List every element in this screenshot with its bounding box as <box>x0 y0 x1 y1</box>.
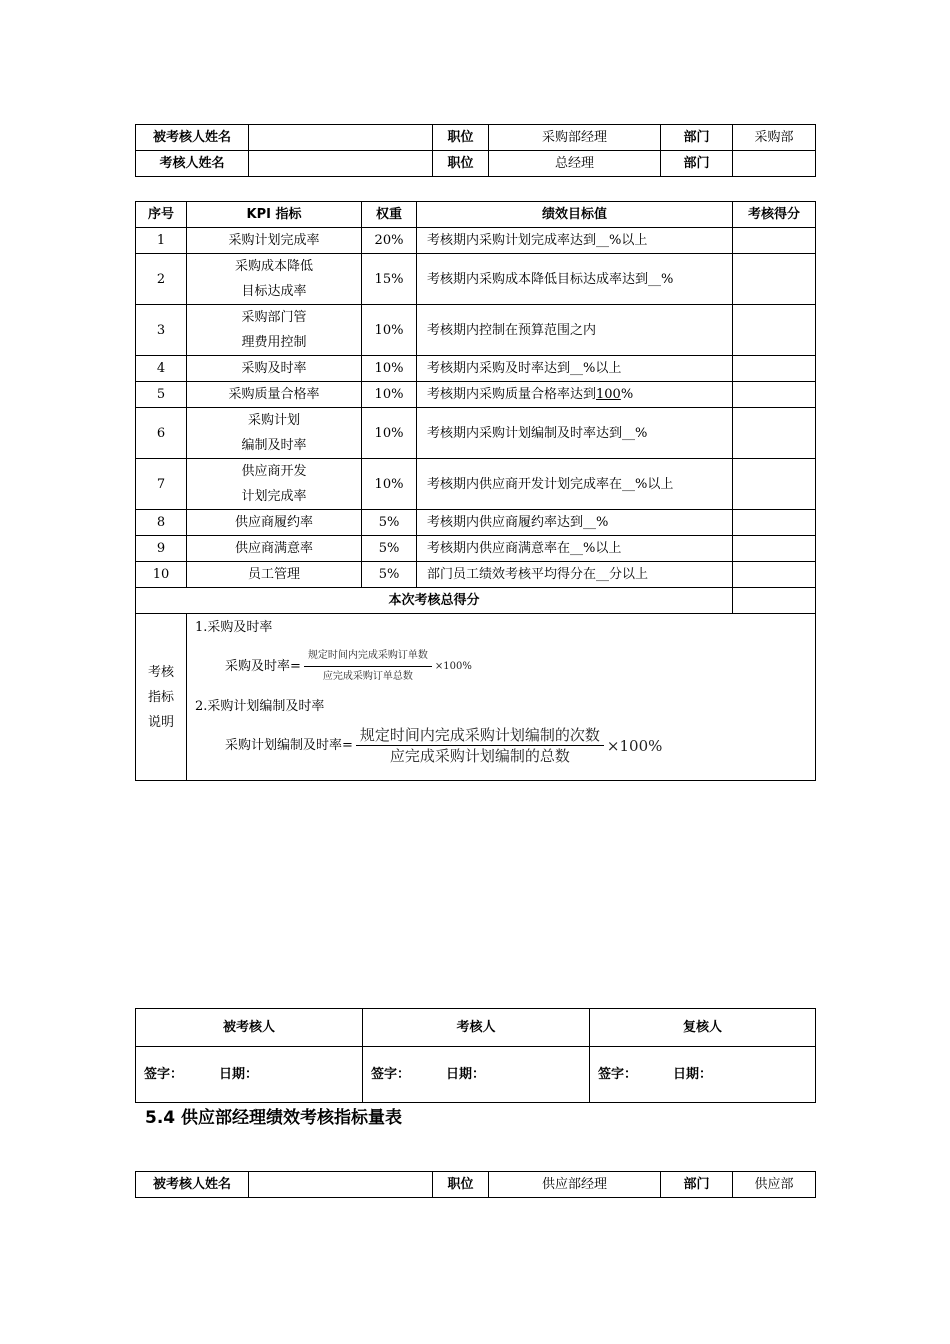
assessee-header: 被考核人 <box>136 1009 363 1047</box>
assessor-name-label: 考核人姓名 <box>136 151 249 177</box>
info-row <box>136 125 816 151</box>
row-no: 3 <box>136 305 187 356</box>
formula-1-multiplier: ×100% <box>434 660 472 672</box>
kpi-header-row <box>136 202 816 228</box>
description-side-label <box>136 614 187 781</box>
department-label: 部门 <box>661 1172 733 1198</box>
formula-1-title: 1.采购及时率 <box>195 620 273 635</box>
department-label: 部门 <box>661 125 733 151</box>
formula-2 <box>225 725 807 766</box>
assessee-name-value <box>249 1172 433 1198</box>
header-no: 序号 <box>136 202 187 228</box>
row-weight: 10% <box>362 408 417 459</box>
row-kpi <box>187 408 362 459</box>
row-score <box>733 510 816 536</box>
signature-row <box>136 1047 816 1103</box>
table-row <box>136 228 816 254</box>
department-value: 供应部 <box>733 1172 816 1198</box>
row-score <box>733 356 816 382</box>
table-row <box>136 510 816 536</box>
assessee-name-label: 被考核人姓名 <box>136 1172 249 1198</box>
header-kpi: KPI 指标 <box>187 202 362 228</box>
info-row <box>136 151 816 177</box>
total-row <box>136 588 816 614</box>
position-label: 职位 <box>433 1172 489 1198</box>
table-row <box>136 459 816 510</box>
row-weight: 10% <box>362 305 417 356</box>
row-kpi <box>187 254 362 305</box>
table-row <box>136 562 816 588</box>
date-label: 日期： <box>673 1067 713 1082</box>
side-line: 考核 <box>147 664 174 680</box>
formula-1-denominator: 应完成采购订单总数 <box>322 671 413 682</box>
row-weight: 15% <box>362 254 417 305</box>
department-label: 部门 <box>661 151 733 177</box>
assessee-name-value <box>249 125 433 151</box>
target-text-end: % <box>620 387 634 402</box>
table-row <box>136 408 816 459</box>
formula-1-numerator: 规定时间内完成采购订单数 <box>304 646 432 667</box>
row-score <box>733 459 816 510</box>
info-row <box>136 1172 816 1198</box>
row-no: 5 <box>136 382 187 408</box>
total-score-label: 本次考核总得分 <box>136 588 733 614</box>
table-row <box>136 536 816 562</box>
signature-table <box>135 1008 816 1103</box>
row-weight: 5% <box>362 510 417 536</box>
position-label: 职位 <box>433 151 489 177</box>
row-kpi <box>187 459 362 510</box>
row-no: 6 <box>136 408 187 459</box>
kpi-line: 供应商开发 <box>241 464 307 479</box>
sign-label: 签字： <box>598 1067 638 1082</box>
row-target <box>417 382 733 408</box>
row-score <box>733 562 816 588</box>
row-target: 考核期内采购计划完成率达到__%以上 <box>417 228 733 254</box>
total-score-value <box>733 588 816 614</box>
signature-header-row <box>136 1009 816 1047</box>
row-score <box>733 305 816 356</box>
formula-2-numerator: 规定时间内完成采购计划编制的次数 <box>356 725 604 746</box>
row-target: 部门员工绩效考核平均得分在__分以上 <box>417 562 733 588</box>
row-kpi: 采购质量合格率 <box>187 382 362 408</box>
row-kpi: 员工管理 <box>187 562 362 588</box>
table-row <box>136 305 816 356</box>
row-target: 考核期内供应商满意率在__%以上 <box>417 536 733 562</box>
department-value: 采购部 <box>733 125 816 151</box>
row-target: 考核期内控制在预算范围之内 <box>417 305 733 356</box>
kpi-line: 编制及时率 <box>241 438 307 453</box>
row-score <box>733 382 816 408</box>
position-value: 采购部经理 <box>489 125 661 151</box>
date-label: 日期： <box>446 1067 486 1082</box>
row-score <box>733 536 816 562</box>
assessee-name-label: 被考核人姓名 <box>136 125 249 151</box>
formula-1-fraction <box>304 646 432 687</box>
row-weight: 10% <box>362 459 417 510</box>
row-kpi: 采购及时率 <box>187 356 362 382</box>
formula-2-fraction <box>356 725 604 766</box>
row-no: 9 <box>136 536 187 562</box>
formula-2-lhs: 采购计划编制及时率= <box>225 737 353 753</box>
side-line: 说明 <box>147 714 174 730</box>
row-target: 考核期内供应商开发计划完成率在__%以上 <box>417 459 733 510</box>
row-weight: 5% <box>362 562 417 588</box>
row-target: 考核期内采购及时率达到__%以上 <box>417 356 733 382</box>
formula-2-multiplier: ×100% <box>606 736 663 755</box>
position-value: 供应部经理 <box>489 1172 661 1198</box>
table-row <box>136 356 816 382</box>
table-row <box>136 382 816 408</box>
row-kpi: 供应商满意率 <box>187 536 362 562</box>
reviewer-header: 复核人 <box>590 1009 816 1047</box>
header-weight: 权重 <box>362 202 417 228</box>
date-label: 日期： <box>219 1067 259 1082</box>
row-kpi <box>187 305 362 356</box>
kpi-line: 采购成本降低 <box>234 259 313 274</box>
row-weight: 10% <box>362 356 417 382</box>
row-score <box>733 228 816 254</box>
row-kpi: 供应商履约率 <box>187 510 362 536</box>
row-no: 10 <box>136 562 187 588</box>
row-weight: 10% <box>362 382 417 408</box>
row-target: 考核期内采购成本降低目标达成率达到__% <box>417 254 733 305</box>
position-label: 职位 <box>433 125 489 151</box>
row-no: 7 <box>136 459 187 510</box>
row-target: 考核期内供应商履约率达到__% <box>417 510 733 536</box>
row-target: 考核期内采购计划编制及时率达到__% <box>417 408 733 459</box>
reviewer-signature[interactable] <box>590 1047 816 1103</box>
position-value: 总经理 <box>489 151 661 177</box>
side-line: 指标 <box>147 689 174 705</box>
department-value <box>733 151 816 177</box>
row-score <box>733 408 816 459</box>
row-weight: 20% <box>362 228 417 254</box>
assessee-signature[interactable] <box>136 1047 363 1103</box>
formula-2-title: 2.采购计划编制及时率 <box>195 699 325 714</box>
kpi-line: 采购部门管 <box>241 310 307 325</box>
kpi-line: 采购计划 <box>247 413 300 428</box>
table-row <box>136 254 816 305</box>
row-no: 2 <box>136 254 187 305</box>
supply-manager-info-table <box>135 1171 816 1198</box>
section-heading: 5.4 供应部经理绩效考核指标量表 <box>145 1108 403 1128</box>
kpi-table <box>135 201 816 781</box>
header-score: 考核得分 <box>733 202 816 228</box>
sign-label: 签字： <box>144 1067 184 1082</box>
kpi-line: 理费用控制 <box>241 335 307 350</box>
kpi-line: 计划完成率 <box>241 489 307 504</box>
assessor-signature[interactable] <box>363 1047 590 1103</box>
formula-1 <box>225 646 807 687</box>
description-row <box>136 614 816 781</box>
target-underlined: 100 <box>596 387 621 402</box>
assessor-header: 考核人 <box>363 1009 590 1047</box>
formula-1-lhs: 采购及时率= <box>225 658 301 674</box>
row-no: 8 <box>136 510 187 536</box>
row-kpi: 采购计划完成率 <box>187 228 362 254</box>
row-weight: 5% <box>362 536 417 562</box>
assessor-name-value <box>249 151 433 177</box>
row-score <box>733 254 816 305</box>
formula-2-denominator: 应完成采购计划编制的总数 <box>389 747 570 765</box>
header-target: 绩效目标值 <box>417 202 733 228</box>
row-no: 4 <box>136 356 187 382</box>
target-text: 考核期内采购质量合格率达到 <box>427 387 597 402</box>
sign-label: 签字： <box>371 1067 411 1082</box>
row-no: 1 <box>136 228 187 254</box>
kpi-line: 目标达成率 <box>241 284 307 299</box>
description-body <box>187 614 816 781</box>
assessee-info-table <box>135 124 816 177</box>
